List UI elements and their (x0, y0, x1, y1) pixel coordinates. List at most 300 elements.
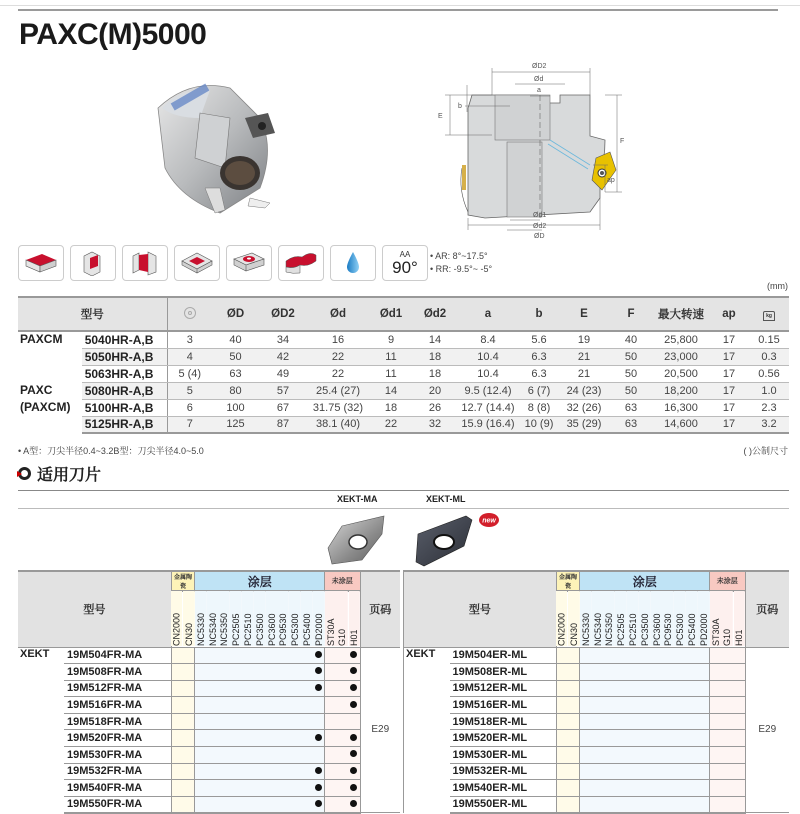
approach-angle-badge: AA 90° (382, 245, 428, 281)
grade-cell-nc5330 (195, 763, 207, 780)
grade-cell-cn2000 (556, 680, 568, 697)
insert-label-ma: XEKT-MA (337, 494, 378, 504)
grade-cell-pd2000 (313, 647, 325, 664)
grade-cell-pc2510 (627, 647, 639, 664)
grade-cell-g10 (721, 730, 733, 747)
grade-cell-nc5340 (207, 730, 219, 747)
grade-cell-nc5350 (218, 796, 230, 813)
page-ref: E29 (745, 647, 789, 813)
grade-cell-pc3600 (266, 796, 278, 813)
insert-model: 19M520FR-MA (64, 730, 171, 747)
grade-cell-pd2000 (698, 796, 710, 813)
grade-cell-g10 (336, 730, 348, 747)
grade-cell-pc2505 (615, 680, 627, 697)
rake-angle-notes: • AR: 8°~17.5° • RR: -9.5°~ -5° (430, 251, 493, 274)
grade-cell-pc3600 (266, 747, 278, 764)
insert-row (18, 697, 400, 714)
insert-image-ma (322, 512, 392, 568)
coolant-icon (330, 245, 376, 281)
grade-cell-st30a (325, 713, 337, 730)
grade-cell-cn2000 (171, 713, 183, 730)
grade-cell-pc3500 (254, 796, 266, 813)
grade-cell-pc9530 (277, 664, 289, 681)
available-dot-icon (315, 651, 322, 658)
grade-cell-pc2505 (615, 713, 627, 730)
insert-model: 19M540FR-MA (64, 780, 171, 797)
grade-cell-pc2510 (242, 664, 254, 681)
grade-cell-cn30 (183, 796, 195, 813)
grade-cell-g10 (721, 697, 733, 714)
insert-row (404, 796, 790, 813)
grade-cell-pc9530 (277, 796, 289, 813)
grade-cell-pc2510 (242, 647, 254, 664)
grade-cell-st30a (325, 680, 337, 697)
grade-cell-nc5350 (603, 697, 615, 714)
grade-cell-pc3600 (651, 697, 663, 714)
grade-cell-nc5350 (603, 713, 615, 730)
grade-cell-pc2510 (242, 680, 254, 697)
grade-cell-st30a (325, 647, 337, 664)
grade-cell-pc3600 (651, 730, 663, 747)
grade-cell-g10 (336, 713, 348, 730)
available-dot-icon (350, 784, 357, 791)
grade-cell-pc5400 (686, 747, 698, 764)
grade-cell-st30a (710, 747, 722, 764)
grade-cell-pc3600 (266, 780, 278, 797)
grade-cell-g10 (721, 647, 733, 664)
grade-cell-pc5400 (301, 780, 313, 797)
grade-cell-pc3600 (651, 647, 663, 664)
slotting-icon (122, 245, 168, 281)
grade-cell-nc5350 (218, 647, 230, 664)
svg-text:Ød: Ød (534, 76, 544, 83)
grade-cell-h01 (733, 713, 745, 730)
grade-cell-cn30 (568, 763, 580, 780)
grade-cell-st30a (710, 730, 722, 747)
grade-cell-pc5400 (301, 697, 313, 714)
grade-cell-g10 (721, 713, 733, 730)
grade-cell-nc5330 (195, 796, 207, 813)
grade-cell-cn2000 (556, 780, 568, 797)
grade-cell-nc5340 (592, 747, 604, 764)
grade-cell-nc5350 (218, 680, 230, 697)
grade-cell-pc5400 (686, 647, 698, 664)
grade-cell-pc2505 (230, 796, 242, 813)
grade-cell-st30a (710, 780, 722, 797)
grade-cell-pc3500 (639, 780, 651, 797)
grade-cell-pd2000 (313, 747, 325, 764)
grade-cell-pc5400 (301, 763, 313, 780)
grade-cell-st30a (325, 664, 337, 681)
grade-cell-h01 (348, 664, 360, 681)
grade-cell-pc5300 (289, 647, 301, 664)
grade-cell-cn2000 (171, 796, 183, 813)
grade-cell-h01 (348, 680, 360, 697)
grade-cell-h01 (348, 747, 360, 764)
svg-text:ØD2: ØD2 (532, 63, 547, 70)
spec-row: 5100HR-A,B 6 100 67 31.75 (32) 18 26 12.7 (14.4) 8 (8) 32 (26) 63 16,300 17 2.3 (18, 399, 789, 416)
grade-cell-pc9530 (277, 730, 289, 747)
grade-cell-pc2505 (230, 780, 242, 797)
insert-image-ml (412, 512, 482, 568)
grade-cell-cn30 (183, 763, 195, 780)
grade-cell-nc5330 (580, 780, 592, 797)
insert-series: XEKT (406, 647, 436, 660)
grade-cell-h01 (733, 780, 745, 797)
grade-cell-pc2510 (627, 796, 639, 813)
grade-cell-nc5330 (580, 796, 592, 813)
grade-cell-pc5400 (686, 680, 698, 697)
insert-row (18, 647, 400, 664)
grade-cell-cn30 (568, 664, 580, 681)
available-dot-icon (315, 800, 322, 807)
grade-cell-pd2000 (313, 713, 325, 730)
grade-cell-pc5400 (686, 763, 698, 780)
grade-cell-g10 (336, 780, 348, 797)
insert-model: 19M518FR-MA (64, 713, 171, 730)
application-icons (18, 245, 428, 281)
grade-cell-st30a (710, 796, 722, 813)
available-dot-icon (350, 734, 357, 741)
grade-cell-st30a (325, 796, 337, 813)
grade-cell-pc3500 (254, 680, 266, 697)
grade-cell-pc5300 (674, 697, 686, 714)
grade-cell-nc5350 (603, 796, 615, 813)
grade-cell-pc2505 (230, 647, 242, 664)
insert-model: 19M504FR-MA (64, 647, 171, 664)
grade-cell-pc2505 (230, 730, 242, 747)
grade-cell-st30a (325, 730, 337, 747)
grade-cell-nc5350 (218, 780, 230, 797)
grade-cell-g10 (721, 680, 733, 697)
grade-cell-nc5340 (207, 747, 219, 764)
insert-label-ml: XEKT-ML (426, 494, 466, 504)
dimension-drawing (430, 40, 680, 240)
grade-cell-pd2000 (313, 780, 325, 797)
grade-cell-pc2510 (242, 780, 254, 797)
available-dot-icon (350, 800, 357, 807)
grade-cell-cn30 (183, 713, 195, 730)
grade-cell-pc3500 (254, 713, 266, 730)
grade-cell-pc5300 (289, 713, 301, 730)
grade-cell-nc5340 (592, 680, 604, 697)
grade-cell-nc5330 (195, 780, 207, 797)
cutter-photo (150, 78, 300, 218)
grade-cell-cn2000 (171, 697, 183, 714)
grade-cell-pc3500 (639, 647, 651, 664)
insert-row (18, 780, 400, 797)
grade-cell-nc5340 (592, 730, 604, 747)
insert-model: 19M532FR-MA (64, 763, 171, 780)
grade-cell-nc5350 (603, 747, 615, 764)
grade-cell-st30a (325, 747, 337, 764)
grade-cell-pc2510 (627, 763, 639, 780)
grade-cell-pd2000 (698, 697, 710, 714)
grade-cell-pd2000 (698, 747, 710, 764)
grade-cell-pc5300 (289, 664, 301, 681)
grade-cell-cn2000 (556, 713, 568, 730)
grade-cell-cn30 (183, 747, 195, 764)
header-rule (18, 9, 778, 11)
grade-cell-pd2000 (698, 664, 710, 681)
grade-cell-pc9530 (277, 680, 289, 697)
grade-cell-pc5400 (301, 730, 313, 747)
grade-cell-pc5300 (289, 763, 301, 780)
grade-cell-g10 (721, 747, 733, 764)
grade-cell-pc5300 (674, 647, 686, 664)
available-dot-icon (350, 667, 357, 674)
grade-cell-cn2000 (171, 763, 183, 780)
teeth-count-icon (167, 297, 212, 331)
grade-cell-g10 (336, 664, 348, 681)
helical-boring-icon (226, 245, 272, 281)
grade-cell-nc5340 (592, 763, 604, 780)
grade-cell-pc9530 (277, 747, 289, 764)
grade-cell-nc5350 (218, 697, 230, 714)
grade-cell-nc5340 (592, 647, 604, 664)
grade-cell-nc5330 (580, 647, 592, 664)
grade-cell-pc9530 (662, 697, 674, 714)
spec-row: 5063HR-A,B 5 (4) 63 49 22 11 18 10.4 6.3 21 50 20,500 17 0.56 (18, 365, 789, 382)
grade-cell-pd2000 (313, 730, 325, 747)
grade-cell-nc5340 (592, 796, 604, 813)
grade-cell-pc3500 (254, 697, 266, 714)
spec-row: 5050HR-A,B 4 50 42 22 11 18 10.4 6.3 21 50 23,000 17 0.3 (18, 348, 789, 365)
grade-cell-pc5400 (301, 796, 313, 813)
grade-cell-cn30 (568, 780, 580, 797)
grade-cell-h01 (733, 680, 745, 697)
svg-text:E: E (438, 113, 443, 120)
available-dot-icon (350, 684, 357, 691)
grade-cell-g10 (336, 763, 348, 780)
grade-cell-pd2000 (698, 763, 710, 780)
insert-row (18, 730, 400, 747)
grade-cell-cn30 (568, 747, 580, 764)
page-title: PAXC(M)5000 (19, 18, 207, 51)
grade-cell-cn30 (568, 697, 580, 714)
grade-cell-pc2505 (230, 697, 242, 714)
grade-cell-pc9530 (277, 780, 289, 797)
grade-cell-pc5300 (289, 747, 301, 764)
grade-cell-pc5300 (289, 697, 301, 714)
grade-cell-nc5330 (195, 664, 207, 681)
insert-model: 19M512FR-MA (64, 680, 171, 697)
grade-cell-cn2000 (171, 680, 183, 697)
grade-cell-nc5350 (603, 664, 615, 681)
grade-cell-nc5330 (580, 730, 592, 747)
grade-cell-cn30 (568, 680, 580, 697)
grade-cell-nc5350 (218, 713, 230, 730)
grade-cell-pc2510 (627, 680, 639, 697)
grade-cell-pc5300 (674, 664, 686, 681)
insert-row (18, 796, 400, 813)
grade-cell-nc5340 (592, 780, 604, 797)
grade-cell-pc2510 (242, 713, 254, 730)
grade-cell-cn30 (183, 730, 195, 747)
spec-row: PAXC (PAXCM) 5080HR-A,B 5 80 57 25.4 (27) 14 20 9.5 (12.4) 6 (7) 24 (23) 50 18,200 17 1.0 (18, 382, 789, 399)
grade-cell-pd2000 (313, 680, 325, 697)
shoulder-milling-icon (70, 245, 116, 281)
grade-cell-nc5340 (207, 796, 219, 813)
grade-cell-pc2505 (230, 747, 242, 764)
grade-cell-nc5330 (580, 664, 592, 681)
available-dot-icon (315, 734, 322, 741)
insert-model: 19M518ER-ML (450, 713, 557, 730)
section-heading: 适用刀片 (18, 462, 101, 485)
grade-cell-pc2510 (242, 796, 254, 813)
grade-cell-g10 (721, 780, 733, 797)
grade-cell-pc3600 (651, 747, 663, 764)
top-border (0, 5, 800, 6)
grade-cell-g10 (336, 747, 348, 764)
grade-cell-g10 (721, 664, 733, 681)
insert-model: 19M512ER-ML (450, 680, 557, 697)
grade-cell-nc5350 (603, 780, 615, 797)
grade-cell-pc2510 (627, 697, 639, 714)
insert-series: XEKT (20, 647, 50, 660)
grade-cell-pd2000 (698, 680, 710, 697)
insert-grid-ml: 型号 金属陶瓷 涂层 未涂层 页码 CN2000 CN30 NC5330 NC5340 NC5350 PC2505 PC2510 PC3500 PC3600 PC9530 PC5300 PC5400 PD2000 ST30A G10 H01 XEKT 19M504ER-ML E29 19M508ER-ML 19M512ER-ML 19M516ER-ML 19M518ER-ML 19M520ER-ML 19M530ER-ML 19M532ER-ML 19M540ER-ML 19M550ER-ML (403, 570, 789, 814)
insert-row (18, 763, 400, 780)
grade-cell-pc2505 (230, 664, 242, 681)
grade-cell-pc9530 (277, 713, 289, 730)
insert-row (404, 780, 790, 797)
grade-cell-pc2505 (615, 664, 627, 681)
insert-model: 19M530FR-MA (64, 747, 171, 764)
insert-row (18, 713, 400, 730)
grade-cell-pc9530 (662, 664, 674, 681)
grade-cell-g10 (336, 697, 348, 714)
grade-cell-pc3600 (651, 796, 663, 813)
grade-cell-pc3500 (639, 763, 651, 780)
grade-cell-cn2000 (556, 796, 568, 813)
grade-cell-cn30 (183, 647, 195, 664)
page-ref: E29 (360, 647, 400, 813)
available-dot-icon (350, 651, 357, 658)
insert-model: 19M508ER-ML (450, 664, 557, 681)
grade-cell-pc3600 (651, 763, 663, 780)
grade-cell-pc3500 (254, 747, 266, 764)
grade-cell-cn2000 (556, 763, 568, 780)
insert-row (404, 730, 790, 747)
grade-cell-g10 (721, 763, 733, 780)
grade-cell-nc5330 (580, 697, 592, 714)
grade-cell-pc3500 (254, 647, 266, 664)
grade-cell-st30a (710, 713, 722, 730)
divider (18, 490, 789, 491)
grade-cell-pc9530 (662, 730, 674, 747)
grade-cell-pc3500 (639, 664, 651, 681)
grade-cell-pc3500 (254, 780, 266, 797)
grade-cell-pc5300 (289, 680, 301, 697)
grade-cell-nc5340 (207, 680, 219, 697)
grade-cell-nc5340 (592, 664, 604, 681)
svg-text:ap: ap (607, 177, 615, 184)
new-badge (478, 512, 500, 528)
spec-table: 型号 ØD ØD2 Ød Ød1 Ød2 a b E F 最大转速 ap kg PAXCM 5040HR-A,B 3 40 34 16 9 14 8.4 5.6 19 40 25,800 17 0.15 5050HR-A,B 4 50 42 22 11 18 10.4 6.3 21 50 23,000 17 0.3 5063HR-A,B 5 (4) 63 49 22 11 18 10.4 6.3 21 50 20,500 17 0.56 PAXC (PAXCM) 5080HR-A,B 5 80 57 25.4 (27) 14 20 9.5 (12.4) 6 (7) 24 (23) 50 18,200 17 1.0 5100HR-A,B 6 100 67 31.75 (32) 18 26 12.7 (14.4) 8 (8) 32 (26) 63 16,300 17 2.3 5125HR-A,B 7 125 87 38.1 (40) 22 32 15.9 (16.4) 10 (9) 35 (29) 63 14,600 17 3.2 (18, 296, 789, 434)
insert-model: 19M550ER-ML (450, 796, 557, 813)
grade-cell-h01 (733, 763, 745, 780)
grade-cell-cn30 (568, 647, 580, 664)
grade-cell-pc3500 (254, 730, 266, 747)
insert-model: 19M550FR-MA (64, 796, 171, 813)
grade-cell-cn2000 (171, 664, 183, 681)
insert-model: 19M532ER-ML (450, 763, 557, 780)
grade-cell-pc2510 (242, 697, 254, 714)
grade-cell-pc3600 (266, 697, 278, 714)
grade-cell-pc3500 (254, 664, 266, 681)
spec-row: PAXCM 5040HR-A,B 3 40 34 16 9 14 8.4 5.6 19 40 25,800 17 0.15 (18, 331, 789, 348)
grade-cell-pc3500 (639, 796, 651, 813)
available-dot-icon (315, 667, 322, 674)
grade-cell-h01 (348, 697, 360, 714)
grade-cell-pc3600 (651, 680, 663, 697)
grade-cell-cn2000 (556, 730, 568, 747)
grade-cell-pc2505 (615, 730, 627, 747)
grade-cell-pc5400 (301, 747, 313, 764)
grade-cell-pc2505 (230, 763, 242, 780)
grade-cell-cn2000 (171, 647, 183, 664)
grade-cell-cn2000 (171, 730, 183, 747)
grade-cell-nc5330 (195, 647, 207, 664)
insert-row (404, 697, 790, 714)
grade-cell-st30a (710, 697, 722, 714)
grade-cell-pd2000 (698, 647, 710, 664)
grade-cell-pd2000 (313, 664, 325, 681)
grade-cell-g10 (336, 647, 348, 664)
grade-cell-pc3600 (266, 680, 278, 697)
weight-icon: kg (749, 297, 789, 331)
grade-cell-cn2000 (556, 664, 568, 681)
grade-cell-pc5300 (674, 763, 686, 780)
grade-cell-pc3600 (266, 730, 278, 747)
grade-cell-h01 (733, 664, 745, 681)
grade-cell-cn2000 (556, 747, 568, 764)
grade-cell-pc5400 (301, 647, 313, 664)
insert-model: 19M508FR-MA (64, 664, 171, 681)
grade-cell-pc9530 (662, 713, 674, 730)
grade-cell-cn30 (183, 680, 195, 697)
section-arrow-icon (18, 467, 31, 480)
grade-cell-h01 (733, 796, 745, 813)
grade-cell-pd2000 (313, 697, 325, 714)
grade-cell-pc5300 (674, 780, 686, 797)
grade-cell-pc2510 (627, 730, 639, 747)
grade-cell-st30a (710, 763, 722, 780)
svg-text:F: F (620, 138, 625, 145)
grade-cell-pc3600 (266, 763, 278, 780)
grade-cell-h01 (733, 730, 745, 747)
grade-cell-pc2505 (615, 697, 627, 714)
grade-cell-nc5330 (195, 730, 207, 747)
grade-cell-pd2000 (313, 763, 325, 780)
grade-cell-cn30 (183, 697, 195, 714)
grade-cell-pc9530 (277, 697, 289, 714)
grade-cell-pc3600 (266, 664, 278, 681)
grade-cell-cn2000 (556, 647, 568, 664)
grade-cell-pc3500 (639, 747, 651, 764)
grade-cell-nc5350 (218, 664, 230, 681)
grade-cell-cn30 (183, 664, 195, 681)
grade-cell-cn30 (568, 796, 580, 813)
grade-cell-nc5350 (603, 680, 615, 697)
grade-cell-pc3500 (639, 730, 651, 747)
grade-cell-pc2505 (615, 747, 627, 764)
grade-cell-pc5300 (674, 730, 686, 747)
grade-cell-nc5330 (580, 680, 592, 697)
grade-cell-h01 (348, 780, 360, 797)
grade-cell-g10 (336, 680, 348, 697)
